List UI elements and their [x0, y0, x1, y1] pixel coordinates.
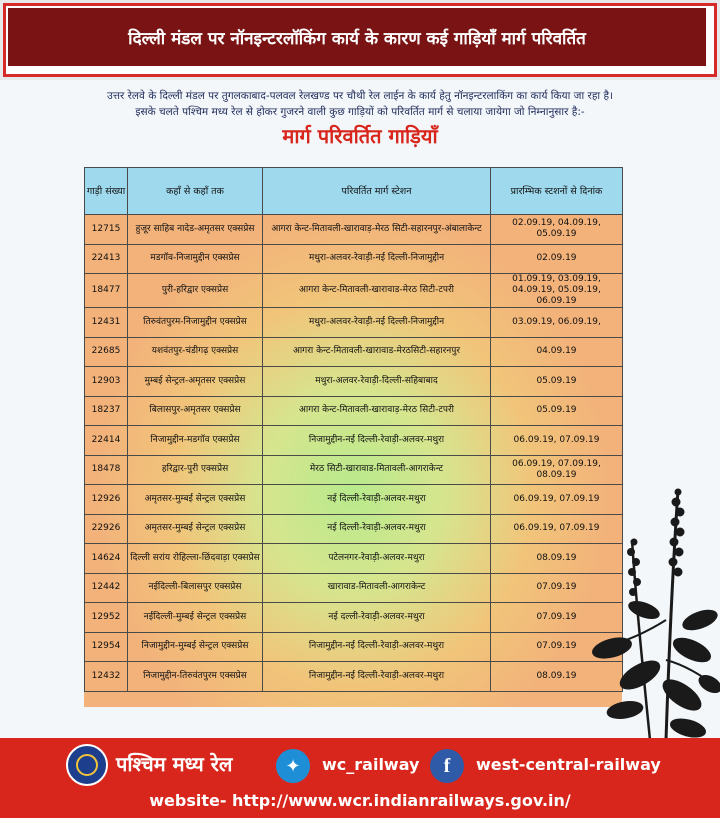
cell-train-number: 12926	[85, 485, 128, 515]
header-title-bar	[8, 8, 706, 66]
cell-route: हुजूर साहिब नादेड-अमृतसर एक्सप्रेस	[128, 215, 263, 245]
cell-route: अमृतसर-मुम्बई सेन्ट्रल एक्सप्रेस	[128, 485, 263, 515]
cell-train-number: 12431	[85, 308, 128, 338]
cell-dates: 06.09.19, 07.09.19	[491, 485, 623, 515]
cell-dates: 08.09.19	[491, 544, 623, 574]
section-title: मार्ग परिवर्तित गाड़ियाँ	[282, 124, 438, 148]
header-via: परिवर्तित मार्ग स्टेशन	[263, 168, 491, 215]
cell-route: पुरी-हरिद्वार एक्सप्रेस	[128, 274, 263, 308]
cell-route: यशवंतपुर-चंडीगढ़ एक्सप्रेस	[128, 337, 263, 367]
cell-route: दिल्ली सरांय रोहिल्ला-छिंदवाड़ा एक्सप्रेस	[128, 544, 263, 574]
cell-dates: 07.09.19	[491, 603, 623, 633]
cell-via: नई दिल्ली-रेवाड़ी-अलवर-मथुरा	[263, 485, 491, 515]
table-header-row	[85, 168, 623, 215]
indian-railways-logo-icon	[66, 744, 108, 786]
cell-dates: 06.09.19, 07.09.19	[491, 514, 623, 544]
facebook-f-icon[interactable]: f	[430, 749, 464, 783]
cell-dates: 06.09.19, 07.09.19	[491, 426, 623, 456]
cell-via: मेरठ सिटी-खारावाड-मितावली-आगराकेन्ट	[263, 455, 491, 485]
cell-route: नईदिल्ली-बिलासपुर एक्सप्रेस	[128, 573, 263, 603]
diverted-trains-table	[84, 167, 623, 692]
cell-dates: 06.09.19, 07.09.19, 08.09.19	[491, 455, 623, 485]
cell-train-number: 12715	[85, 215, 128, 245]
footer-brand: पश्चिम मध्य रेल	[116, 752, 233, 776]
cell-dates: 04.09.19	[491, 337, 623, 367]
cell-route: निजामुद्दीन-तिरुवंतपुरम एक्सप्रेस	[128, 662, 263, 692]
table-row	[85, 396, 623, 426]
cell-train-number: 22685	[85, 337, 128, 367]
cell-train-number: 22926	[85, 514, 128, 544]
header-train-number: गाड़ी संख्या	[85, 168, 128, 215]
cell-dates: 07.09.19	[491, 632, 623, 662]
cell-via: मथुरा-अलवर-रेवाड़ी-नई दिल्ली-निजामुद्दीन	[263, 244, 491, 274]
table-row	[85, 573, 623, 603]
cell-route: तिरुवंतपुरम-निजामुद्दीन एक्सप्रेस	[128, 308, 263, 338]
cell-via: खारावाड-मितावली-आगराकेन्ट	[263, 573, 491, 603]
cell-dates: 05.09.19	[491, 396, 623, 426]
cell-via: निजामुद्दीन-नई दिल्ली-रेवाड़ी-अलवर-मथुरा	[263, 632, 491, 662]
cell-via: निजामुद्दीन-नई दिल्ली-रेवाड़ी-अलवर-मथुरा	[263, 426, 491, 456]
cell-via: नई दल्ली-रेवाड़ी-अलवर-मथुरा	[263, 603, 491, 633]
twitter-bird-icon[interactable]: ✦	[276, 749, 310, 783]
cell-train-number: 12903	[85, 367, 128, 397]
table-row	[85, 603, 623, 633]
table-row	[85, 274, 623, 308]
cell-route: नईदिल्ली-मुम्बई सेन्ट्रल एक्सप्रेस	[128, 603, 263, 633]
table-body	[85, 215, 623, 692]
cell-train-number: 22413	[85, 244, 128, 274]
website-link[interactable]: website- http://www.wcr.indianrailways.gov.in/	[149, 791, 571, 810]
facebook-handle-link[interactable]: west-central-railway	[476, 755, 661, 774]
table-row	[85, 308, 623, 338]
table-row	[85, 632, 623, 662]
cell-dates: 08.09.19	[491, 662, 623, 692]
table-row	[85, 337, 623, 367]
cell-dates: 03.09.19, 06.09.19,	[491, 308, 623, 338]
cell-route: निजामुद्दीन-मडगॉव एक्सप्रेस	[128, 426, 263, 456]
cell-route: निजामुद्दीन-मुम्बई सेन्ट्रल एक्सप्रेस	[128, 632, 263, 662]
cell-dates: 05.09.19	[491, 367, 623, 397]
diverted-trains-table-container	[84, 167, 622, 707]
cell-route: बिलासपुर-अमृतसर एक्सप्रेस	[128, 396, 263, 426]
table-row	[85, 426, 623, 456]
cell-route: हरिद्वार-पुरी एक्सप्रेस	[128, 455, 263, 485]
cell-dates: 02.09.19, 04.09.19, 05.09.19	[491, 215, 623, 245]
cell-train-number: 18478	[85, 455, 128, 485]
table-row	[85, 662, 623, 692]
table-row	[85, 455, 623, 485]
header-banner	[0, 0, 720, 80]
table-row	[85, 485, 623, 515]
intro-line-1: उत्तर रेलवे के दिल्ली मंडल पर तुगलकाबाद-पलवल रेलखण्ड पर चौथी रेल लाईन के कार्य हेतु नॉनइन्टरलाकिंग का कार्य किया जा रहा है।	[106, 90, 614, 102]
table-row	[85, 244, 623, 274]
header-route: कहाँ से कहाँ तक	[128, 168, 263, 215]
tulsi-plant-icon	[570, 470, 720, 740]
page-title: दिल्ली मंडल पर नॉनइन्टरलॉकिंग कार्य के कारण कई गाड़ियाँ मार्ग परिवर्तित	[128, 28, 586, 49]
cell-via: आगरा केन्ट-मितावली-खारावाड-मेरठ सिटी-टपरी	[263, 274, 491, 308]
cell-train-number: 12954	[85, 632, 128, 662]
table-row	[85, 514, 623, 544]
cell-train-number: 18237	[85, 396, 128, 426]
cell-via: निजामुद्दीन-नई दिल्ली-रेवाड़ी-अलवर-मथुरा	[263, 662, 491, 692]
cell-dates: 02.09.19	[491, 244, 623, 274]
cell-dates: 07.09.19	[491, 573, 623, 603]
table-row	[85, 215, 623, 245]
cell-train-number: 12432	[85, 662, 128, 692]
cell-train-number: 22414	[85, 426, 128, 456]
cell-via: मथुरा-अलवर-रेवाड़ी-दिल्ली-सहिबाबाद	[263, 367, 491, 397]
cell-via: नई दिल्ली-रेवाड़ी-अलवर-मथुरा	[263, 514, 491, 544]
intro-text	[30, 88, 690, 120]
cell-dates: 01.09.19, 03.09.19, 04.09.19, 05.09.19, 06.09.19	[491, 274, 623, 308]
cell-route: मुम्बई सेन्ट्रल-अमृतसर एक्सप्रेस	[128, 367, 263, 397]
table-row	[85, 544, 623, 574]
table-row	[85, 367, 623, 397]
cell-train-number: 12952	[85, 603, 128, 633]
cell-via: आगरा केन्ट-मितावली-खारावाड़-मेरठ सिटी-सहारनपुर-अंबालाकेन्ट	[263, 215, 491, 245]
cell-route: अमृतसर-मुम्बई सेन्ट्रल एक्सप्रेस	[128, 514, 263, 544]
cell-via: आगरा केन्ट-मितावली-खारावाड-मेरठसिटी-सहारनपुर	[263, 337, 491, 367]
cell-train-number: 14624	[85, 544, 128, 574]
twitter-handle-link[interactable]: wc_railway	[322, 755, 420, 774]
header-dates: प्रारम्भिक स्टशनों से दिनांक	[491, 168, 623, 215]
cell-via: पटेलनगर-रेवाड़ी-अलवर-मथुरा	[263, 544, 491, 574]
cell-train-number: 12442	[85, 573, 128, 603]
intro-line-2: इसके चलते पश्चिम मध्य रेल से होकर गुजरने वाली कुछ गाड़ियों को परिवर्तित मार्ग से चलाया जायेगा जो निम्नानुसार है:-	[135, 106, 585, 118]
cell-via: मथुरा-अलवर-रेवाड़ी-नई दिल्ली-निजामुद्दीन	[263, 308, 491, 338]
cell-train-number: 18477	[85, 274, 128, 308]
cell-route: मडगॉव-निजामुद्दीन एक्सप्रेस	[128, 244, 263, 274]
cell-via: आगरा केन्ट-मितावली-खारावाड़-मेरठ सिटी-टपरी	[263, 396, 491, 426]
